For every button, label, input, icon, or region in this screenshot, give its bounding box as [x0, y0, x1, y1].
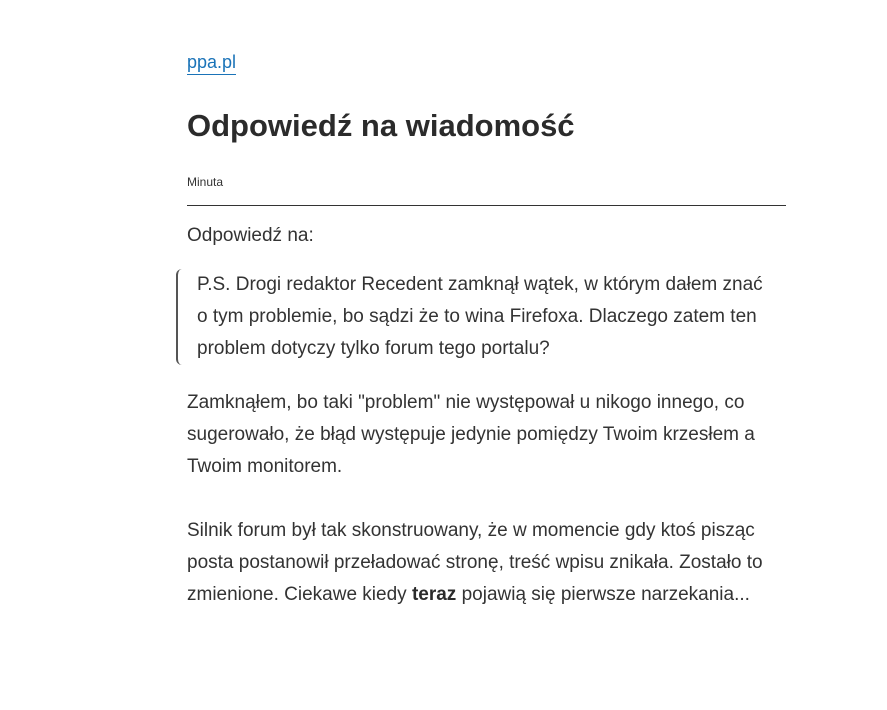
message-paragraph-1: Zamknąłem, bo taki "problem" nie występował u nikogo innego, co sugerowało, że błąd występuje jedynie pomiędzy Twoim krzesłem a Twoim monitorem. [187, 392, 755, 477]
reply-to-label: Odpowiedź na: [187, 225, 314, 246]
quoted-message [176, 269, 776, 365]
header-divider [187, 205, 786, 206]
message-body [187, 387, 787, 643]
author-name: Minuta [187, 175, 224, 189]
message-paragraph-2-text-end: pojawią się pierwsze narzekania... [456, 584, 750, 605]
message-paragraph-2-bold: teraz [411, 584, 457, 605]
page-title: Odpowiedź na wiadomość [187, 108, 575, 143]
site-home-link[interactable]: ppa.pl [187, 51, 236, 75]
message-paragraph-2 [187, 515, 787, 611]
message-paragraph-2-text-start: Silnik forum był tak skonstruowany, że w momencie gdy ktoś pisząc posta postanowił przeładować stronę, treść wpisu znikała. Zostało to zmienione. Ciekawe kiedy [187, 520, 763, 605]
quoted-message-text: P.S. Drogi redaktor Recedent zamknął wątek, w którym dałem znać o tym problemie, bo sądzi że to wina Firefoxa. Dlaczego zatem ten problem dotyczy tylko forum tego portalu? [197, 274, 763, 359]
